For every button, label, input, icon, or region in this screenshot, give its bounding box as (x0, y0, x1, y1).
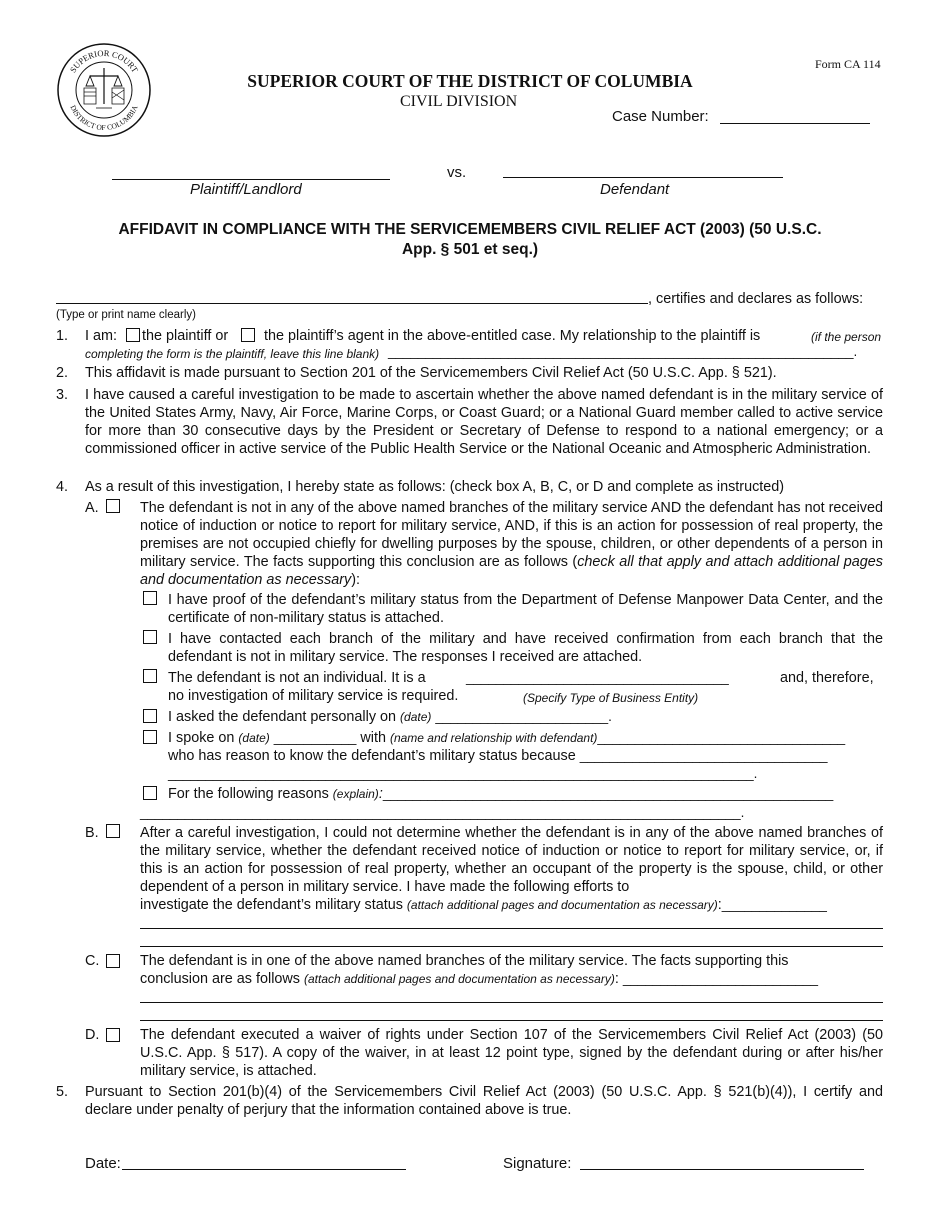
item-1-agent-text: the plaintiff’s agent in the above-entitled case. My relationship to the plaintiff is (264, 328, 761, 344)
plaintiff-checkbox[interactable] (126, 328, 140, 342)
item-5-number: 5. (56, 1084, 69, 1100)
item-3-number: 3. (56, 387, 69, 403)
sub-3-hint: (Specify Type of Business Entity) (523, 691, 699, 705)
date-field[interactable] (122, 1169, 406, 1170)
affidavit-title-line2: App. § 501 et seq.) (401, 241, 539, 258)
option-b-line-1[interactable] (140, 928, 883, 929)
vs-label: vs. (447, 164, 467, 181)
item-1-i-am: I am: (85, 328, 117, 344)
item-4-intro: As a result of this investigation, I hereby state as follows: (check box A, B, C, or D and complete as instructed) (85, 479, 785, 495)
case-number-label: Case Number: (612, 108, 709, 125)
option-c-line-1[interactable] (140, 1002, 883, 1003)
division-name: CIVIL DIVISION (400, 93, 518, 110)
sub-1-text: I have proof of the defendant’s military status from the Department of Defense Manpower Data Center, and the certificate of non-military status is attached. (168, 592, 883, 626)
sub-5-checkbox[interactable] (143, 730, 157, 744)
option-a-checkbox[interactable] (106, 499, 120, 513)
item-1-number: 1. (56, 328, 69, 344)
svg-text:SUPERIOR COURT: SUPERIOR COURT (67, 47, 141, 75)
item-3-text: I have caused a careful investigation to be made to ascertain whether the above named defendant is in the military service of the United States Army, Navy, Air Force, Marine Corps, or Coast Guard; or a National Guard member called to active service for more than 30 consecutive days by the President or Secretary of Defense to respond to a national emergency; or a commissioned officer in active service of the Public Health Service or the National Oceanic and Atmospheric Administration. (85, 387, 883, 457)
item-4-number: 4. (56, 479, 69, 495)
court-seal-logo (56, 42, 152, 138)
sub-1-checkbox[interactable] (143, 591, 157, 605)
option-c-facts-field[interactable]: __________________________ (622, 971, 819, 986)
affidavit-title-line1: AFFIDAVIT IN COMPLIANCE WITH THE SERVICEMEMBERS CIVIL RELIEF ACT (2003) (50 U.S.C. (118, 221, 822, 238)
sub-4-text: I asked the defendant personally on (date) _______________________. (168, 709, 612, 725)
sub-5-text: I spoke on (date) ___________ with (name and relationship with defendant)_________________________________ (168, 730, 846, 746)
signature-label: Signature: (503, 1155, 572, 1172)
sub-3-text-b: and, therefore, (780, 670, 874, 686)
option-c-label: C. (85, 953, 100, 969)
option-c-text: The defendant is in one of the above named branches of the military service. The facts supporting this (140, 953, 789, 969)
form-id: Form CA 114 (815, 57, 881, 71)
option-b-efforts-field[interactable]: ______________ (721, 897, 827, 912)
sub-3-checkbox[interactable] (143, 669, 157, 683)
plaintiff-label: Plaintiff/Landlord (190, 181, 302, 198)
option-b-checkbox[interactable] (106, 824, 120, 838)
item-5-text: Pursuant to Section 201(b)(4) of the Servicemembers Civil Relief Act (2003) (50 U.S.C. App. § 521(b)(4)), I certify and declare under penalty of perjury that the information contained above is true. (85, 1084, 883, 1118)
sub-3-text-c: no investigation of military service is required. (168, 688, 459, 704)
case-number-field[interactable] (720, 123, 870, 124)
sub-5-date-field[interactable]: ___________ (273, 730, 357, 745)
svg-text:DISTRICT OF COLUMBIA: DISTRICT OF COLUMBIA (68, 103, 140, 133)
certifies-text: , certifies and declares as follows: (648, 291, 864, 307)
item-1-plaintiff-or: the plaintiff or (142, 328, 229, 344)
option-b-line-2[interactable] (140, 946, 883, 947)
sub-6-text: For the following reasons (explain):____________________________________________________________ (168, 786, 834, 802)
option-b-text: After a careful investigation, I could not determine whether the defendant is in any of the above named branches of the military service, whether the defendant received notice of induction or notice to report for military service, or, if this is an action for possession of real property, whether an occupant of the property is the spouse, child, or other dependent of a person in military service. I have made the following efforts to (140, 825, 883, 895)
relationship-field[interactable]: ______________________________________________________________. (388, 344, 858, 359)
option-c-checkbox[interactable] (106, 954, 120, 968)
option-a-text: The defendant is not in any of the above named branches of the military service AND the defendant has not received notice of induction or notice to report for military service, AND, if this is an action for possession of real property, the premises are not occupied chiefly for dwelling purposes by the spouse, children, or other dependents of a person in military service. The facts supporting this conclusion are as follows (check all that apply and attach additional pages and documentation as necessary): (140, 500, 883, 588)
date-label: Date: (85, 1155, 121, 1172)
defendant-label: Defendant (600, 181, 670, 198)
signature-field[interactable] (580, 1169, 864, 1170)
sub-5-reason-field[interactable]: _________________________________ (579, 748, 828, 763)
sub-5-name-field[interactable]: _________________________________ (597, 730, 846, 745)
sub-5-reason-field-2[interactable]: ______________________________________________________________________________. (168, 766, 758, 781)
item-1-hint-a: (if the person (811, 330, 882, 344)
defendant-field[interactable] (503, 177, 783, 178)
sub-2-text: I have contacted each branch of the military and have received confirmation from each branch that the defendant is not in military service. The responses I received are attached. (168, 631, 883, 665)
option-c-last-line: conclusion are as follows (attach additional pages and documentation as necessary): __________________________ (140, 971, 819, 987)
court-name: SUPERIOR COURT OF THE DISTRICT OF COLUMBIA (247, 71, 693, 91)
sub-6-reason-field-2[interactable]: ________________________________________________________________________________. (140, 805, 745, 820)
sub-6-checkbox[interactable] (143, 786, 157, 800)
option-d-checkbox[interactable] (106, 1028, 120, 1042)
option-b-last-line: investigate the defendant’s military status (attach additional pages and documentation as necessary):______________ (140, 897, 827, 913)
sub-4-date-field[interactable]: _______________________. (435, 709, 612, 724)
sub-3-text-a: The defendant is not an individual. It is a (168, 670, 426, 686)
option-c-line-2[interactable] (140, 1020, 883, 1021)
sub-4-checkbox[interactable] (143, 709, 157, 723)
declarant-name-field[interactable] (56, 303, 648, 304)
sub-6-reason-field[interactable]: ____________________________________________________________ (382, 786, 834, 801)
item-2-text: This affidavit is made pursuant to Section 201 of the Servicemembers Civil Relief Act (50 U.S.C. App. § 521). (85, 365, 777, 381)
option-a-label: A. (85, 500, 99, 516)
name-hint: (Type or print name clearly) (56, 309, 196, 321)
item-1-hint-b: completing the form is the plaintiff, leave this line blank) (85, 347, 380, 361)
sub-5-text-b: who has reason to know the defendant’s military status because _________________________________ (168, 748, 828, 764)
plaintiff-agent-checkbox[interactable] (241, 328, 255, 342)
option-d-text: The defendant executed a waiver of rights under Section 107 of the Servicemembers Civil Relief Act (2003) (50 U.S.C. App. § 517). A copy of the waiver, in at least 12 point type, signed by the defendant during or after his/her military service, is attached. (140, 1027, 883, 1079)
item-2-number: 2. (56, 365, 69, 381)
option-b-label: B. (85, 825, 99, 841)
plaintiff-field[interactable] (112, 179, 390, 180)
option-d-label: D. (85, 1027, 100, 1043)
sub-2-checkbox[interactable] (143, 630, 157, 644)
business-entity-field[interactable]: ___________________________________ (466, 670, 729, 685)
